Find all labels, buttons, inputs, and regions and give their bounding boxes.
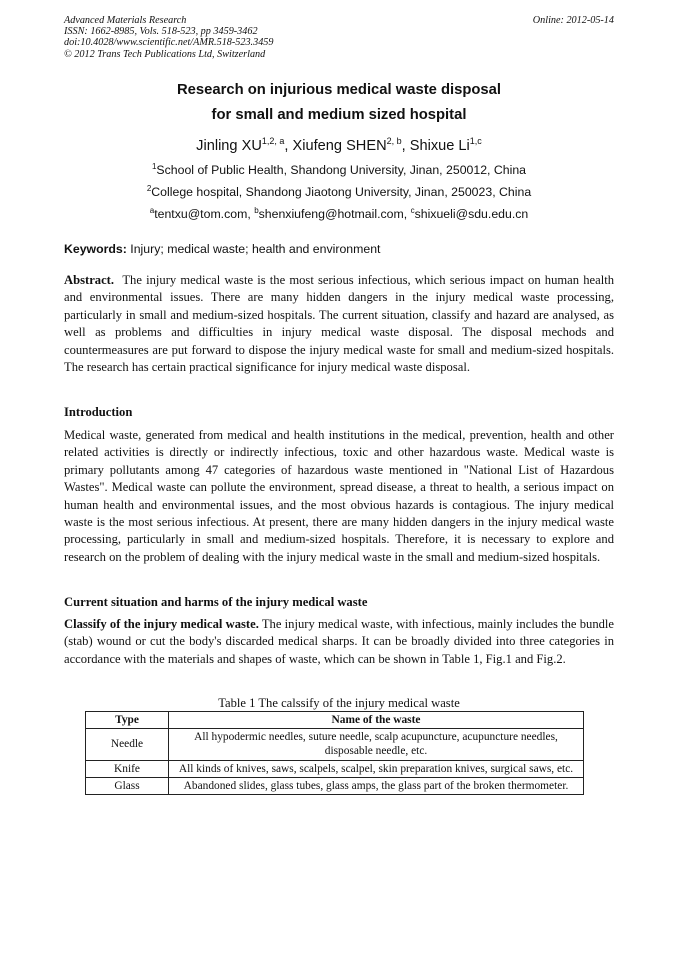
title-line-1: Research on injurious medical waste disposal [177, 82, 501, 98]
table-row [86, 777, 584, 794]
email-line: $^a$tentxu@tom.com, $^b$shenxiufeng@hotmail.com, $^c$shixueli@sdu.edu.cn [149, 206, 529, 221]
author-list: Jinling XU$^{1,2, a}$, Xiufeng SHEN$^{2, b}$, Shixue Li$^{1,c}$ [196, 136, 482, 154]
introduction-heading: Introduction [64, 405, 133, 419]
affiliation-sup: 1 [151, 162, 157, 171]
email-text: tentxu@tom.com [154, 207, 248, 221]
waste-table [85, 711, 584, 795]
keywords-label: Keywords: [64, 242, 127, 256]
table-row [86, 729, 584, 760]
table-cell-type: Needle [86, 729, 169, 760]
table-header-row [86, 712, 584, 729]
table-cell-type: Glass [86, 777, 169, 794]
table-caption: Table 1 The calssify of the injury medical waste [218, 696, 460, 710]
author-sup: 2, b [386, 136, 402, 146]
abstract-paragraph [64, 272, 614, 376]
table-header-name: Name of the waste [169, 712, 584, 729]
email-text: shixueli@sdu.edu.cn [414, 207, 529, 221]
current-situation-heading: Current situation and harms of the injury medical waste [64, 595, 368, 609]
online-date: Online: 2012-05-14 [532, 15, 614, 26]
author-name: Shixue Li [409, 138, 470, 154]
classify-paragraph [64, 616, 614, 668]
abstract-text: The injury medical waste is the most serious infectious, which serious impact on human health and environmental issues. There are many hidden dangers in the injury medical waste processing, particularly in small and medium-sized hospitals. The current situation, classify and hazard are analysed, as well as problems and difficulties in injury medical waste disposal. The disposal mechods and countermeasures are put forward to dispose the injury medical waste for small and medium-sized hospitals. The research has certain practical significance for injury medical waste disposal. [64, 273, 614, 375]
classify-text: The injury medical waste, with infectious, mainly includes the bundle (stab) wound or cut the body's discarded medical sharps. It can be broadly divided into three categories in accordance with the materials and shapes of waste, which can be shown in Table 1, Fig.1 and Fig.2. [64, 617, 615, 666]
journal-header [64, 15, 273, 60]
affiliation-sup: 2 [146, 184, 152, 193]
author-sup: 1,2, a [261, 136, 285, 146]
table-cell-name: All hypodermic needles, suture needle, scalp acupuncture, acupuncture needles, disposable needle, etc. [169, 729, 584, 760]
affiliation-1 [64, 163, 614, 177]
author-sup: 1,c [469, 136, 482, 146]
issn-line: ISSN: 1662-8985, Vols. 518-523, pp 3459-3462 [64, 26, 258, 38]
table-cell-type: Knife [86, 760, 169, 777]
table-cell-name: All kinds of knives, saws, scalpels, scalpel, skin preparation knives, surgical saws, etc. [169, 760, 584, 777]
keywords-text: Injury; medical waste; health and environment [130, 242, 381, 256]
table-header-type: Type [86, 712, 169, 729]
email-sup: a [149, 206, 155, 215]
author-name: Jinling XU [196, 138, 262, 154]
affiliation-text: College hospital, Shandong Jiaotong University, Jinan, 250023, China [151, 185, 532, 199]
author-name: Xiufeng SHEN [292, 138, 387, 154]
email-text: shenxiufeng@hotmail.com [258, 207, 404, 221]
table-row [86, 760, 584, 777]
table-cell-name: Abandoned slides, glass tubes, glass amps, the glass part of the broken thermometer. [169, 777, 584, 794]
classify-lead: Classify of the injury medical waste. [64, 617, 259, 631]
affiliation-text: School of Public Health, Shandong University, Jinan, 250012, China [156, 163, 527, 177]
introduction-paragraph: Medical waste, generated from medical and health institutions in the medical, prevention, health and other related activities is directly or indirectly infectious, toxic and other hazardous waste. Medical waste is primary pollutants among 47 categories of hazardous waste mentioned in "National List of Hazardous Wastes". Medical waste can pollute the environment, spread disease, a threat to health, a serious impact on human health and environmental issues, and the most obvious hazards is contagious. The injury medical waste is the most serious infectious. At present, there are many hidden dangers in the injury medical waste processing, particularly in small and medium-sized hospitals. Therefore, it is necessary to explore and research on the problem of dealing with the injury medical waste in the small and medium-sized hospitals. [64, 428, 614, 564]
affiliation-2 [64, 185, 614, 199]
title-line-2: for small and medium sized hospital [211, 107, 467, 123]
abstract-label: Abstract. [64, 273, 115, 287]
journal-name: Advanced Materials Research [64, 15, 187, 26]
doi-line: doi:10.4028/www.scientific.net/AMR.518-523.3459 [64, 37, 274, 49]
copyright-line: © 2012 Trans Tech Publications Ltd, Switzerland [64, 48, 266, 60]
email-sup: b [254, 206, 259, 215]
email-sup: c [410, 206, 415, 215]
keywords [64, 242, 614, 256]
